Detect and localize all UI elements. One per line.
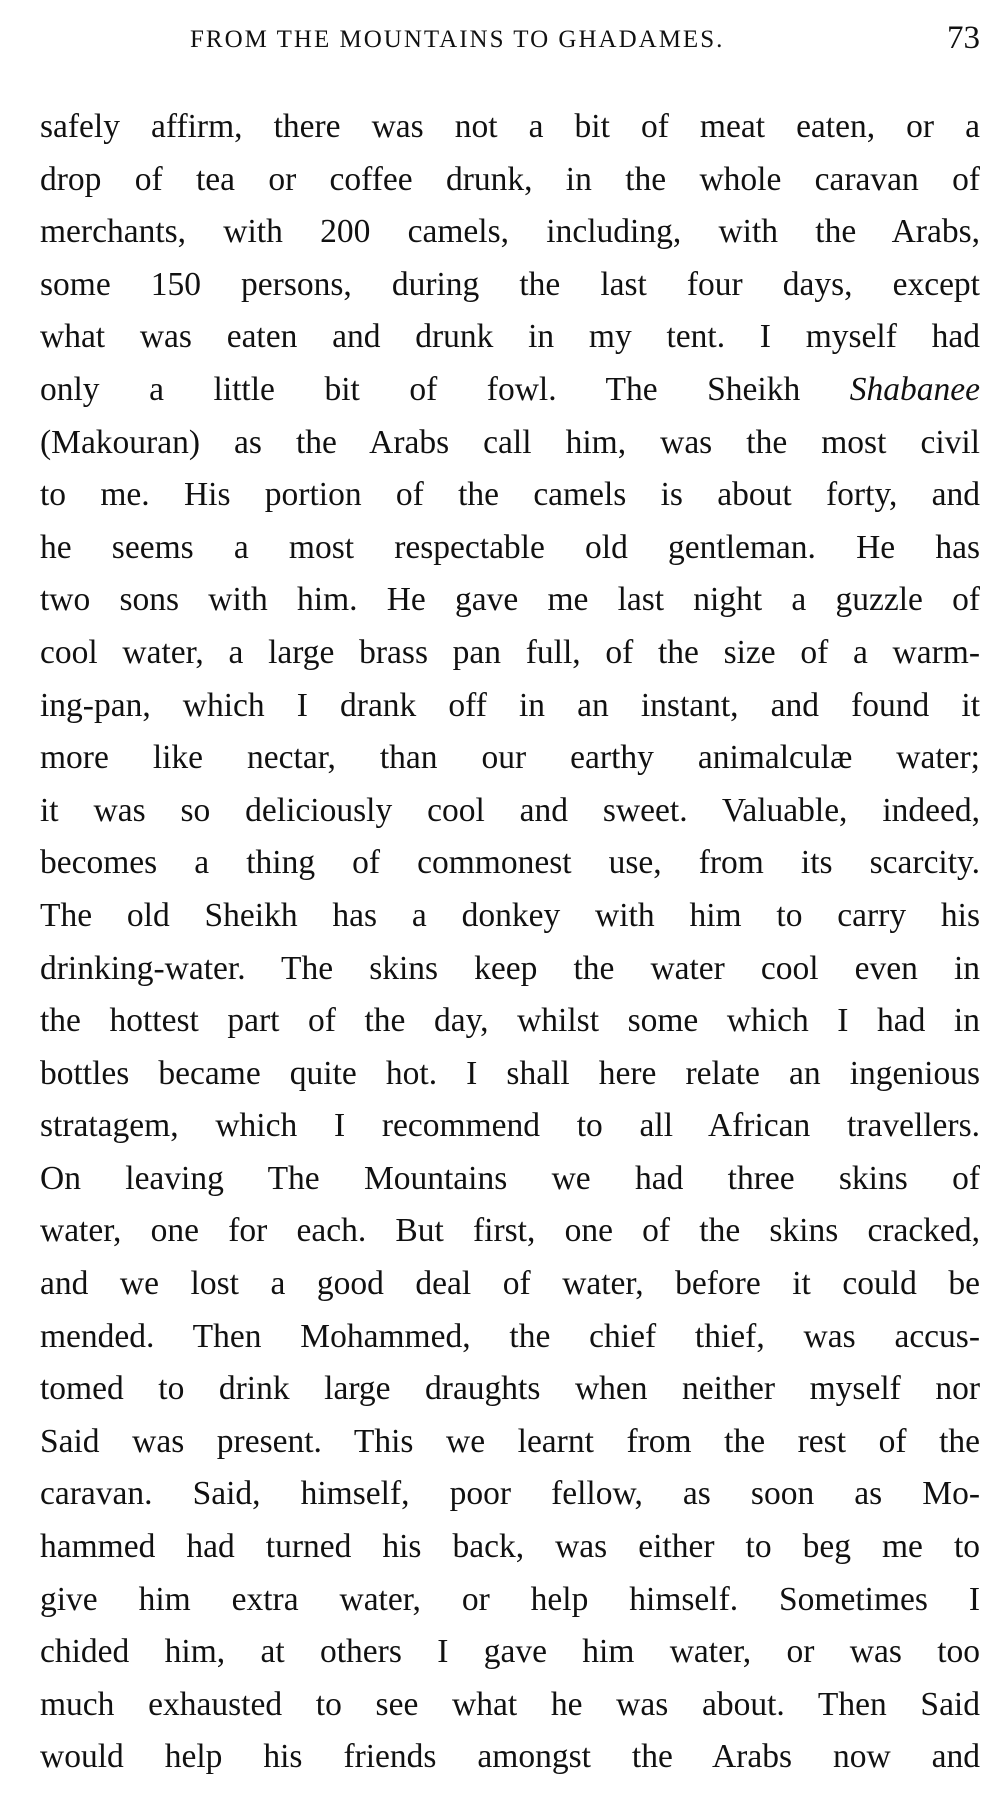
text-line: the hottest part of the day, whilst some which I had in [40,1002,980,1040]
running-head [40,18,980,68]
text-line-plain-part: only a little bit of fowl. The Sheikh [40,370,850,408]
text-line: drop of tea or coffee drunk, in the whole caravan of [40,160,980,198]
text-line: it was so deliciously cool and sweet. Valuable, indeed, [40,791,980,829]
text-line: Said was present. This we learnt from the rest of the [40,1422,980,1460]
text-line: to me. His portion of the camels is about forty, and [40,476,980,514]
italic-name: Shabanee [849,370,980,408]
text-line: hammed had turned his back, was either to beg me to [40,1528,980,1566]
text-line: much exhausted to see what he was about. Then Said [40,1685,980,1723]
text-line: safely affirm, there was not a bit of meat eaten, or a [40,108,980,145]
page-number: 73 [947,20,980,56]
text-line: chided him, at others I gave him water, or was too [40,1633,980,1671]
text-line: some 150 persons, during the last four days, except [40,265,980,303]
text-line: tomed to drink large draughts when neither myself nor [40,1370,980,1408]
text-line: merchants, with 200 camels, including, with the Arabs, [40,213,980,251]
text-line: he seems a most respectable old gentleman. He has [40,528,980,566]
text-line: cool water, a large brass pan full, of the size of a warm- [40,633,980,671]
text-line: water, one for each. But first, one of the skins cracked, [40,1212,980,1250]
text-line: becomes a thing of commonest use, from its scarcity. [40,844,980,882]
text-line-with-italic [40,364,980,417]
text-line: stratagem, which I recommend to all African travellers. [40,1107,980,1145]
text-line: The old Sheikh has a donkey with him to carry his [40,896,980,934]
text-line: caravan. Said, himself, poor fellow, as soon as Mo- [40,1475,980,1513]
text-line: would help his friends amongst the Arabs now and [40,1738,980,1776]
text-line: bottles became quite hot. I shall here relate an ingenious [40,1054,980,1092]
text-line: and we lost a good deal of water, before it could be [40,1265,980,1303]
running-head-title: FROM THE MOUNTAINS TO GHADAMES. [190,26,725,53]
text-line: mended. Then Mohammed, the chief thief, was accus- [40,1317,980,1355]
text-line: give him extra water, or help himself. Sometimes I [40,1580,980,1618]
body-text [40,101,980,1784]
text-line: On leaving The Mountains we had three skins of [40,1159,980,1197]
text-line: (Makouran) as the Arabs call him, was the most civil [40,423,980,461]
text-line: drinking-water. The skins keep the water cool even in [40,949,980,987]
text-line: more like nectar, than our earthy animalculæ water; [40,739,980,777]
text-line: ing-pan, which I drank off in an instant, and found it [40,686,980,724]
text-line: what was eaten and drunk in my tent. I myself had [40,318,980,356]
text-line: two sons with him. He gave me last night a guzzle of [40,581,980,619]
